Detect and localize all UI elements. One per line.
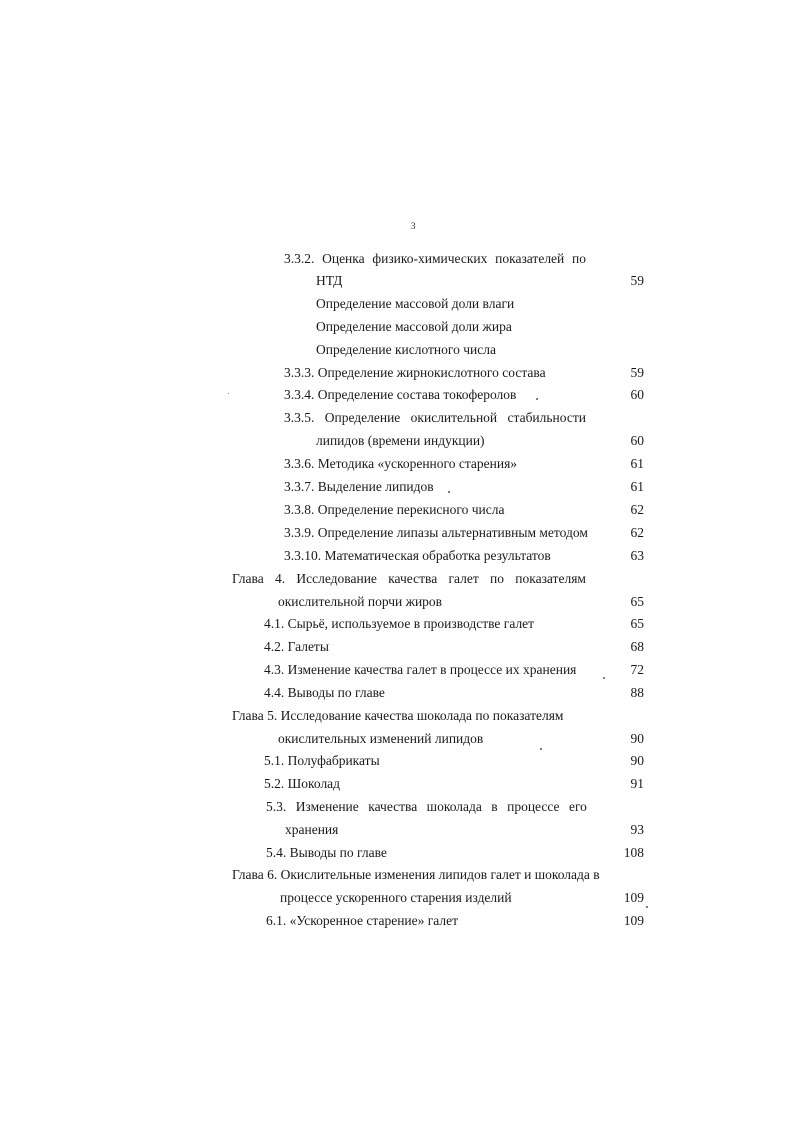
toc-entry-text: 3.3.8. Определение перекисного числа xyxy=(284,502,505,517)
toc-word: Исследование xyxy=(296,571,377,586)
toc-entry-text: 5.2. Шоколад xyxy=(264,776,341,791)
toc-entry-text: хранения xyxy=(285,822,339,837)
toc-entry-text: процессе ускоренного старения изделий xyxy=(280,890,512,905)
scan-speck xyxy=(228,393,229,394)
toc-word: качества xyxy=(368,799,418,814)
toc-page-number: 62 xyxy=(630,525,644,540)
toc-chapter-6: Глава 6. Окислительные изменения липидов галет и шоколада в xyxy=(232,867,600,882)
toc-page-number: 65 xyxy=(630,616,644,631)
toc-entry-text: окислительных изменений липидов xyxy=(278,731,484,746)
toc-page-number: 61 xyxy=(630,456,644,471)
toc-entry-text: 4.2. Галеты xyxy=(264,639,329,654)
toc-entry-3-3-2 xyxy=(284,250,586,268)
toc-word: по xyxy=(572,251,586,266)
toc-word: качества xyxy=(388,571,438,586)
toc-entry-text: 4.1. Сырьё, используемое в производстве галет xyxy=(264,616,535,631)
toc-page-number: 63 xyxy=(630,548,644,563)
toc-word: в xyxy=(491,799,498,814)
toc-entry-text: 5.4. Выводы по главе xyxy=(266,845,387,860)
toc-word: Определение xyxy=(324,410,401,425)
toc-entry-3-3-5 xyxy=(284,409,586,427)
toc-page-number: 91 xyxy=(630,776,644,791)
toc-word: физико-химических xyxy=(372,251,488,266)
toc-entry-text: окислительной порчи жиров xyxy=(278,594,443,609)
toc-word: стабильности xyxy=(507,410,586,425)
toc-word: процессе xyxy=(507,799,560,814)
toc-entry-text: 3.3.9. Определение липазы альтернативным методом xyxy=(284,525,588,540)
toc-page-number: 61 xyxy=(630,479,644,494)
toc-word: 3.3.2. xyxy=(284,251,315,266)
toc-page-number: 59 xyxy=(630,273,644,288)
scan-speck xyxy=(603,677,605,679)
toc-word: Глава xyxy=(232,571,264,586)
toc-word: показателям xyxy=(515,571,586,586)
toc-page-number: 60 xyxy=(630,433,644,448)
toc-page-number: 93 xyxy=(630,822,644,837)
toc-page-number: 60 xyxy=(630,387,644,402)
toc-entry-text: Определение кислотного числа xyxy=(316,342,496,357)
toc-word: Оценка xyxy=(322,251,365,266)
toc-word: его xyxy=(568,799,587,814)
toc-entry-text: 3.3.10. Математическая обработка результатов xyxy=(284,548,551,563)
toc-word: галет xyxy=(448,571,479,586)
toc-entry-text: Определение массовой доли жира xyxy=(316,319,512,334)
toc-chapter-4 xyxy=(232,570,586,588)
toc-entry-text: НТД xyxy=(316,273,343,288)
toc-page-number: 59 xyxy=(630,365,644,380)
scan-speck xyxy=(646,906,648,908)
toc-entry-text: 5.1. Полуфабрикаты xyxy=(264,753,380,768)
page-number: 3 xyxy=(411,221,416,231)
scan-speck xyxy=(536,398,538,400)
toc-entry-text: липидов (времени индукции) xyxy=(316,433,485,448)
toc-page-number: 72 xyxy=(630,662,644,677)
toc-page-number: 68 xyxy=(630,639,644,654)
scan-speck xyxy=(448,491,450,493)
toc-page-number: 109 xyxy=(623,890,644,905)
toc-word: окислительной xyxy=(410,410,498,425)
toc-word: шоколада xyxy=(426,799,482,814)
toc-page-number: 62 xyxy=(630,502,644,517)
toc-page-number: 90 xyxy=(630,731,644,746)
toc-word: 5.3. xyxy=(266,799,287,814)
toc-entry-text: 6.1. «Ускоренное старение» галет xyxy=(266,913,459,928)
toc-word: по xyxy=(490,571,504,586)
toc-entry-text: 4.4. Выводы по главе xyxy=(264,685,385,700)
toc-word: Изменение xyxy=(295,799,359,814)
toc-word: 3.3.5. xyxy=(284,410,315,425)
toc-entry-text: 3.3.3. Определение жирнокислотного состава xyxy=(284,365,546,380)
toc-chapter-5: Глава 5. Исследование качества шоколада по показателям xyxy=(232,708,564,723)
toc-entry-text: 3.3.4. Определение состава токоферолов xyxy=(284,387,517,402)
toc-word: 4. xyxy=(274,571,286,586)
toc-page-number: 90 xyxy=(630,753,644,768)
scan-speck xyxy=(540,748,542,750)
toc-word: показателей xyxy=(495,251,565,266)
toc-entry-text: 3.3.7. Выделение липидов xyxy=(284,479,434,494)
toc-entry-text: Определение массовой доли влаги xyxy=(316,296,515,311)
toc-entry-text: 4.3. Изменение качества галет в процессе их хранения xyxy=(264,662,577,677)
toc-entry-text: 3.3.6. Методика «ускоренного старения» xyxy=(284,456,518,471)
toc-page-number: 88 xyxy=(630,685,644,700)
toc-page-number: 109 xyxy=(623,913,644,928)
toc-page-number: 108 xyxy=(623,845,644,860)
toc-entry-5-3 xyxy=(266,798,587,816)
toc-page-number: 65 xyxy=(630,594,644,609)
